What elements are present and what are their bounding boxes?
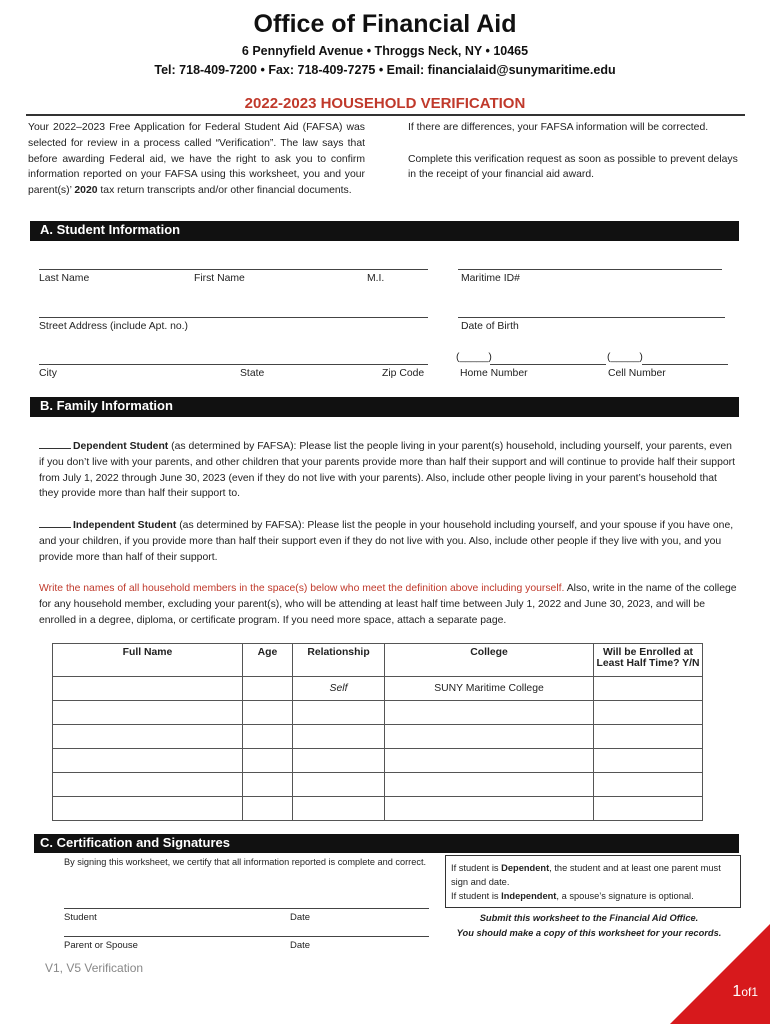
cell-name[interactable] (53, 725, 243, 749)
cell-name[interactable] (53, 701, 243, 725)
city-state-zip-line[interactable] (39, 364, 428, 365)
independent-checkline[interactable] (39, 519, 71, 528)
corner-triangle (670, 924, 770, 1024)
cell-relationship[interactable] (293, 701, 385, 725)
student-date-label: Date (290, 912, 311, 923)
household-table (52, 643, 703, 821)
cell-half-time[interactable] (594, 701, 703, 725)
dependent-requirement: If student is Dependent, the student and at least one parent must sign and date. (451, 863, 721, 887)
city-label: City (39, 368, 57, 379)
cell-relationship[interactable] (293, 773, 385, 797)
col-college: College (385, 644, 594, 677)
col-half-time: Will be Enrolled at Least Half Time? Y/N (594, 644, 703, 677)
parent-signature-line[interactable] (64, 936, 429, 937)
table-row (53, 773, 703, 797)
cell-age[interactable] (243, 773, 293, 797)
title-divider (26, 114, 745, 116)
first-name-label: First Name (194, 273, 245, 284)
cell-number-line[interactable] (642, 364, 728, 365)
section-c-heading: C. Certification and Signatures (34, 834, 739, 853)
intro-differences: If there are differences, your FAFSA information will be corrected. (408, 122, 709, 133)
cell-age[interactable] (243, 725, 293, 749)
cell-college[interactable]: SUNY Maritime College (385, 677, 594, 701)
student-label: Student (64, 912, 97, 923)
table-row (53, 677, 703, 701)
office-address: 6 Pennyfield Avenue • Throggs Neck, NY • 10465 (241, 44, 529, 58)
cell-college[interactable] (385, 725, 594, 749)
parent-spouse-label: Parent or Spouse (64, 940, 138, 951)
maritime-id-line[interactable] (458, 269, 722, 270)
cell-college[interactable] (385, 749, 594, 773)
home-phone-area-code: (_____) (456, 352, 492, 363)
cell-college[interactable] (385, 701, 594, 725)
cell-half-time[interactable] (594, 677, 703, 701)
col-relationship: Relationship (293, 644, 385, 677)
cell-half-time[interactable] (594, 797, 703, 821)
office-contact: Tel: 718-409-7200 • Fax: 718-409-7275 • Email: financialaid@sunymaritime.edu (154, 63, 616, 77)
table-row (53, 701, 703, 725)
cell-relationship[interactable] (293, 749, 385, 773)
page-title: Office of Financial Aid (253, 10, 517, 38)
street-line[interactable] (39, 317, 428, 318)
household-instruction: Write the names of all household members in the space(s) below who meet the definition above including yourself. Also, write in the name of the college for any household member, excluding your parent(s), who will be attending at least half time between July 1, 2022 and June 30, 2023, and will be enrolled in a degree, diploma, or certificate program. If you need more space, attach a separate page. (39, 583, 737, 626)
intro-right-text (408, 120, 748, 199)
cell-age[interactable] (243, 749, 293, 773)
cell-name[interactable] (53, 749, 243, 773)
zip-label: Zip Code (382, 368, 425, 379)
cell-age[interactable] (243, 677, 293, 701)
cell-half-time[interactable] (594, 725, 703, 749)
name-line[interactable] (39, 269, 428, 270)
col-age: Age (243, 644, 293, 677)
cell-name[interactable] (53, 677, 243, 701)
independent-paragraph: Independent Student (as determined by FAFSA): Please list the people in your household including yourself, and your spouse if you have one, and your children, if you provide more than half their support even if they do not live with you. Also, include other people if they live with you, and you provide more than half of their support. (39, 520, 734, 563)
section-a-heading: A. Student Information (30, 221, 739, 241)
last-name-label: Last Name (39, 273, 90, 284)
maritime-id-label: Maritime ID# (461, 273, 520, 284)
cell-age[interactable] (243, 797, 293, 821)
submit-line-1: Submit this worksheet to the Financial Aid Office. (479, 913, 699, 923)
version-label: V1, V5 Verification (45, 961, 144, 975)
street-label: Street Address (include Apt. no.) (39, 321, 189, 332)
dependent-checkline[interactable] (39, 440, 71, 449)
col-full-name: Full Name (53, 644, 243, 677)
cell-name[interactable] (53, 773, 243, 797)
cell-half-time[interactable] (594, 773, 703, 797)
dob-label: Date of Birth (461, 321, 519, 332)
table-row (53, 749, 703, 773)
cell-relationship[interactable]: Self (293, 677, 385, 701)
parent-date-label: Date (290, 940, 311, 951)
cell-college[interactable] (385, 797, 594, 821)
cell-college[interactable] (385, 773, 594, 797)
intro-left-text: Your 2022–2023 Free Application for Federal Student Aid (FAFSA) was selected for review in a process called “Verification”. The law says that before awarding Federal aid, we have the right to ask you to confirm information reported on your FAFSA using this worksheet, you and your parent(s)’ 2020 tax return transcripts and/or other financial documents. (28, 122, 365, 197)
submit-line-2: You should make a copy of this worksheet for your records. (456, 928, 722, 938)
form-title: 2022-2023 HOUSEHOLD VERIFICATION (244, 95, 526, 112)
cell-age[interactable] (243, 701, 293, 725)
section-b-heading: B. Family Information (30, 397, 739, 417)
page-number: 1of1 (732, 983, 758, 1000)
mi-label: M.I. (367, 273, 385, 284)
home-number-label: Home Number (460, 368, 528, 379)
dependent-paragraph: Dependent Student (as determined by FAFSA): Please list the people living in your parent(s) household, including yourself, your parents, even if you don’t live with your parents, and other children that your parents provide more than half their support and will continue to provide half their support from July 1, 2022 through June 30, 2023 (even if they do not live with your parents). Also, include other people living in your parent’s household that they provide more than half their support to. (39, 441, 735, 500)
table-row (53, 797, 703, 821)
state-label: State (240, 368, 265, 379)
certification-text: By signing this worksheet, we certify that all information reported is complete and correct. (64, 857, 427, 867)
cell-number-label: Cell Number (608, 368, 666, 379)
table-row (53, 725, 703, 749)
cell-phone-area-code: (_____) (607, 352, 643, 363)
home-number-line[interactable] (490, 364, 606, 365)
cell-relationship[interactable] (293, 725, 385, 749)
student-signature-line[interactable] (64, 908, 429, 909)
signature-requirements-box (445, 855, 741, 908)
independent-requirement: If student is Independent, a spouse’s signature is optional. (451, 891, 694, 901)
cell-relationship[interactable] (293, 797, 385, 821)
cell-name[interactable] (53, 797, 243, 821)
intro-complete-asap: Complete this verification request as soon as possible to prevent delays in the receipt of your financial aid award. (408, 153, 738, 181)
dob-line[interactable] (458, 317, 725, 318)
cell-half-time[interactable] (594, 749, 703, 773)
